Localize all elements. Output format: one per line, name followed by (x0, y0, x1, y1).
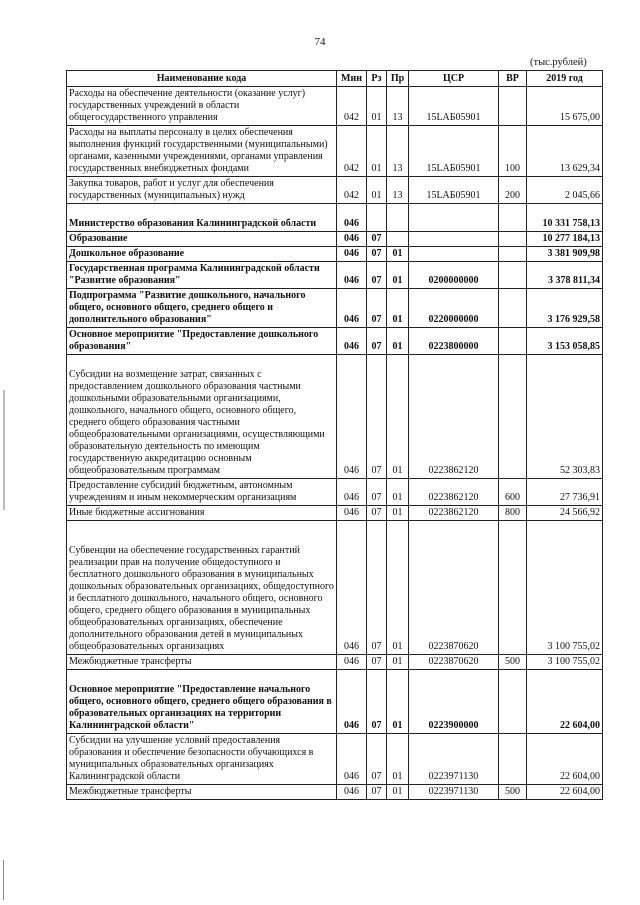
cell-sum: 3 381 909,98 (527, 247, 603, 262)
cell-vr (499, 232, 527, 247)
cell-name: Иные бюджетные ассигнования (67, 506, 337, 521)
cell-rz: 07 (367, 355, 387, 479)
cell-sum: 27 736,91 (527, 479, 603, 506)
cell-rz: 01 (367, 126, 387, 177)
cell-csr: 0223971130 (409, 734, 499, 785)
cell-vr (499, 87, 527, 126)
cell-csr: 0220000000 (409, 289, 499, 328)
table-row (67, 87, 603, 126)
cell-pr: 01 (387, 506, 409, 521)
table-row (67, 126, 603, 177)
cell-csr: 0223971130 (409, 785, 499, 800)
cell-vr (499, 247, 527, 262)
cell-name: Субвенции на обеспечение государственных гарантий реализации прав на получение общедоступного и бесплатного дошкольного образования в муниципальных дошкольных образовательных организациях, общедоступного и бесплатного дошкольного, начального общего, основного общего, среднего общего образования в муниципальных общеобразовательных организациях, обеспечение дополнительного образования детей в муниципальных общеобразовательных организациях (67, 521, 337, 655)
cell-min: 046 (337, 521, 367, 655)
header-pr: Пр (387, 71, 409, 87)
cell-name: Субсидии на возмещение затрат, связанных с предоставлением дошкольного образования частными дошкольными образовательными организациями, дошкольного, начального общего, основного общего, среднего общего образования частными общеобразовательными организациями, осуществляющими образовательную деятельность по имеющим государственную аккредитацию основным общеобразовательным программам (67, 355, 337, 479)
cell-vr (499, 521, 527, 655)
cell-vr: 500 (499, 655, 527, 670)
table-row (67, 479, 603, 506)
table-row (67, 670, 603, 734)
cell-min: 046 (337, 328, 367, 355)
cell-csr: 0223862120 (409, 479, 499, 506)
cell-name: Образование (67, 232, 337, 247)
cell-pr: 01 (387, 521, 409, 655)
cell-vr (499, 734, 527, 785)
cell-rz: 01 (367, 177, 387, 204)
cell-min: 046 (337, 247, 367, 262)
cell-csr (409, 247, 499, 262)
cell-rz: 07 (367, 289, 387, 328)
cell-pr (387, 204, 409, 232)
cell-min: 046 (337, 289, 367, 328)
cell-sum: 15 675,00 (527, 87, 603, 126)
cell-rz: 07 (367, 734, 387, 785)
cell-rz: 07 (367, 670, 387, 734)
cell-sum: 3 100 755,02 (527, 521, 603, 655)
header-year: 2019 год (527, 71, 603, 87)
cell-vr: 600 (499, 479, 527, 506)
cell-min: 046 (337, 670, 367, 734)
cell-vr (499, 289, 527, 328)
cell-csr: 15LАБ05901 (409, 177, 499, 204)
cell-vr (499, 670, 527, 734)
cell-pr: 01 (387, 262, 409, 289)
table-row (67, 177, 603, 204)
header-min: Мин (337, 71, 367, 87)
cell-min: 046 (337, 655, 367, 670)
cell-name: Подпрограмма "Развитие дошкольного, начального общего, основного общего, среднего общего и дополнительного образования" (67, 289, 337, 328)
cell-sum: 52 303,83 (527, 355, 603, 479)
cell-rz: 07 (367, 479, 387, 506)
header-name: Наименование кода (67, 71, 337, 87)
cell-name: Закупка товаров, работ и услуг для обеспечения государственных (муниципальных) нужд (67, 177, 337, 204)
cell-csr: 0223900000 (409, 670, 499, 734)
cell-name: Дошкольное образование (67, 247, 337, 262)
cell-vr: 800 (499, 506, 527, 521)
cell-sum: 22 604,00 (527, 734, 603, 785)
cell-sum: 10 277 184,13 (527, 232, 603, 247)
scan-margin-mark (3, 860, 4, 900)
cell-vr: 500 (499, 785, 527, 800)
table-row (67, 328, 603, 355)
cell-pr: 01 (387, 247, 409, 262)
cell-sum: 3 378 811,34 (527, 262, 603, 289)
cell-min: 046 (337, 204, 367, 232)
cell-csr (409, 232, 499, 247)
cell-rz: 07 (367, 328, 387, 355)
cell-name: Государственная программа Калининградской области "Развитие образования" (67, 262, 337, 289)
cell-min: 046 (337, 785, 367, 800)
cell-name: Основное мероприятие "Предоставление начального общего, основного общего, среднего общего образования в образовательных организациях на территории Калининградской области" (67, 670, 337, 734)
table-row (67, 355, 603, 479)
cell-vr: 200 (499, 177, 527, 204)
cell-csr (409, 204, 499, 232)
cell-csr: 0200000000 (409, 262, 499, 289)
cell-min: 046 (337, 479, 367, 506)
table-row (67, 204, 603, 232)
table-header-row (67, 71, 603, 87)
cell-min: 042 (337, 87, 367, 126)
table-row (67, 521, 603, 655)
cell-sum: 13 629,34 (527, 126, 603, 177)
cell-rz: 07 (367, 785, 387, 800)
cell-csr: 0223870620 (409, 521, 499, 655)
header-vr: ВР (499, 71, 527, 87)
cell-min: 046 (337, 232, 367, 247)
cell-vr (499, 204, 527, 232)
cell-sum: 10 331 758,13 (527, 204, 603, 232)
page-number: 74 (314, 36, 326, 48)
cell-vr: 100 (499, 126, 527, 177)
cell-csr: 0223870620 (409, 655, 499, 670)
cell-csr: 15LАБ05901 (409, 126, 499, 177)
cell-rz: 07 (367, 521, 387, 655)
budget-table (66, 70, 603, 800)
table-row (67, 785, 603, 800)
cell-pr: 13 (387, 87, 409, 126)
cell-rz (367, 204, 387, 232)
cell-pr: 01 (387, 785, 409, 800)
table-row (67, 262, 603, 289)
header-rz: Рз (367, 71, 387, 87)
cell-min: 042 (337, 126, 367, 177)
cell-sum: 2 045,66 (527, 177, 603, 204)
cell-csr: 0223800000 (409, 328, 499, 355)
cell-csr: 15LАБ05901 (409, 87, 499, 126)
cell-sum: 22 604,00 (527, 785, 603, 800)
cell-pr: 01 (387, 479, 409, 506)
cell-pr (387, 232, 409, 247)
cell-csr: 0223862120 (409, 506, 499, 521)
cell-name: Основное мероприятие "Предоставление дошкольного образования" (67, 328, 337, 355)
cell-vr (499, 355, 527, 479)
header-csr: ЦСР (409, 71, 499, 87)
table-row (67, 289, 603, 328)
cell-name: Расходы на выплаты персоналу в целях обеспечения выполнения функций государственными (муниципальными) органами, казенными учреждениями, органами управления государственных внебюджетных фондами (67, 126, 337, 177)
cell-sum: 22 604,00 (527, 670, 603, 734)
cell-name: Межбюджетные трансферты (67, 785, 337, 800)
cell-min: 046 (337, 734, 367, 785)
cell-pr: 01 (387, 655, 409, 670)
table-row (67, 232, 603, 247)
cell-vr (499, 262, 527, 289)
table-row (67, 247, 603, 262)
cell-name: Субсидии на улучшение условий предоставления образования и обеспечение безопасности обучающихся в муниципальных образовательных организациях Калининградской области (67, 734, 337, 785)
cell-pr: 01 (387, 670, 409, 734)
cell-pr: 01 (387, 734, 409, 785)
cell-rz: 01 (367, 87, 387, 126)
cell-min: 046 (337, 506, 367, 521)
table-row (67, 506, 603, 521)
cell-pr: 01 (387, 328, 409, 355)
cell-rz: 07 (367, 232, 387, 247)
cell-sum: 3 176 929,58 (527, 289, 603, 328)
cell-min: 042 (337, 177, 367, 204)
table-row (67, 734, 603, 785)
cell-pr: 13 (387, 126, 409, 177)
cell-name: Расходы на обеспечение деятельности (оказание услуг) государственных учреждений в области общегосударственного управления (67, 87, 337, 126)
cell-sum: 3 153 058,85 (527, 328, 603, 355)
cell-pr: 13 (387, 177, 409, 204)
cell-name: Межбюджетные трансферты (67, 655, 337, 670)
scan-margin-mark (3, 390, 5, 510)
units-label: (тыс.рублей) (530, 57, 587, 68)
cell-min: 046 (337, 262, 367, 289)
cell-pr: 01 (387, 355, 409, 479)
table-row (67, 655, 603, 670)
cell-rz: 07 (367, 247, 387, 262)
cell-pr: 01 (387, 289, 409, 328)
cell-name: Предоставление субсидий бюджетным, автономным учреждениям и иным некоммерческим организациям (67, 479, 337, 506)
cell-min: 046 (337, 355, 367, 479)
cell-rz: 07 (367, 506, 387, 521)
cell-csr: 0223862120 (409, 355, 499, 479)
cell-sum: 3 100 755,02 (527, 655, 603, 670)
cell-rz: 07 (367, 655, 387, 670)
cell-sum: 24 566,92 (527, 506, 603, 521)
cell-name: Министерство образования Калининградской области (67, 204, 337, 232)
cell-rz: 07 (367, 262, 387, 289)
cell-vr (499, 328, 527, 355)
